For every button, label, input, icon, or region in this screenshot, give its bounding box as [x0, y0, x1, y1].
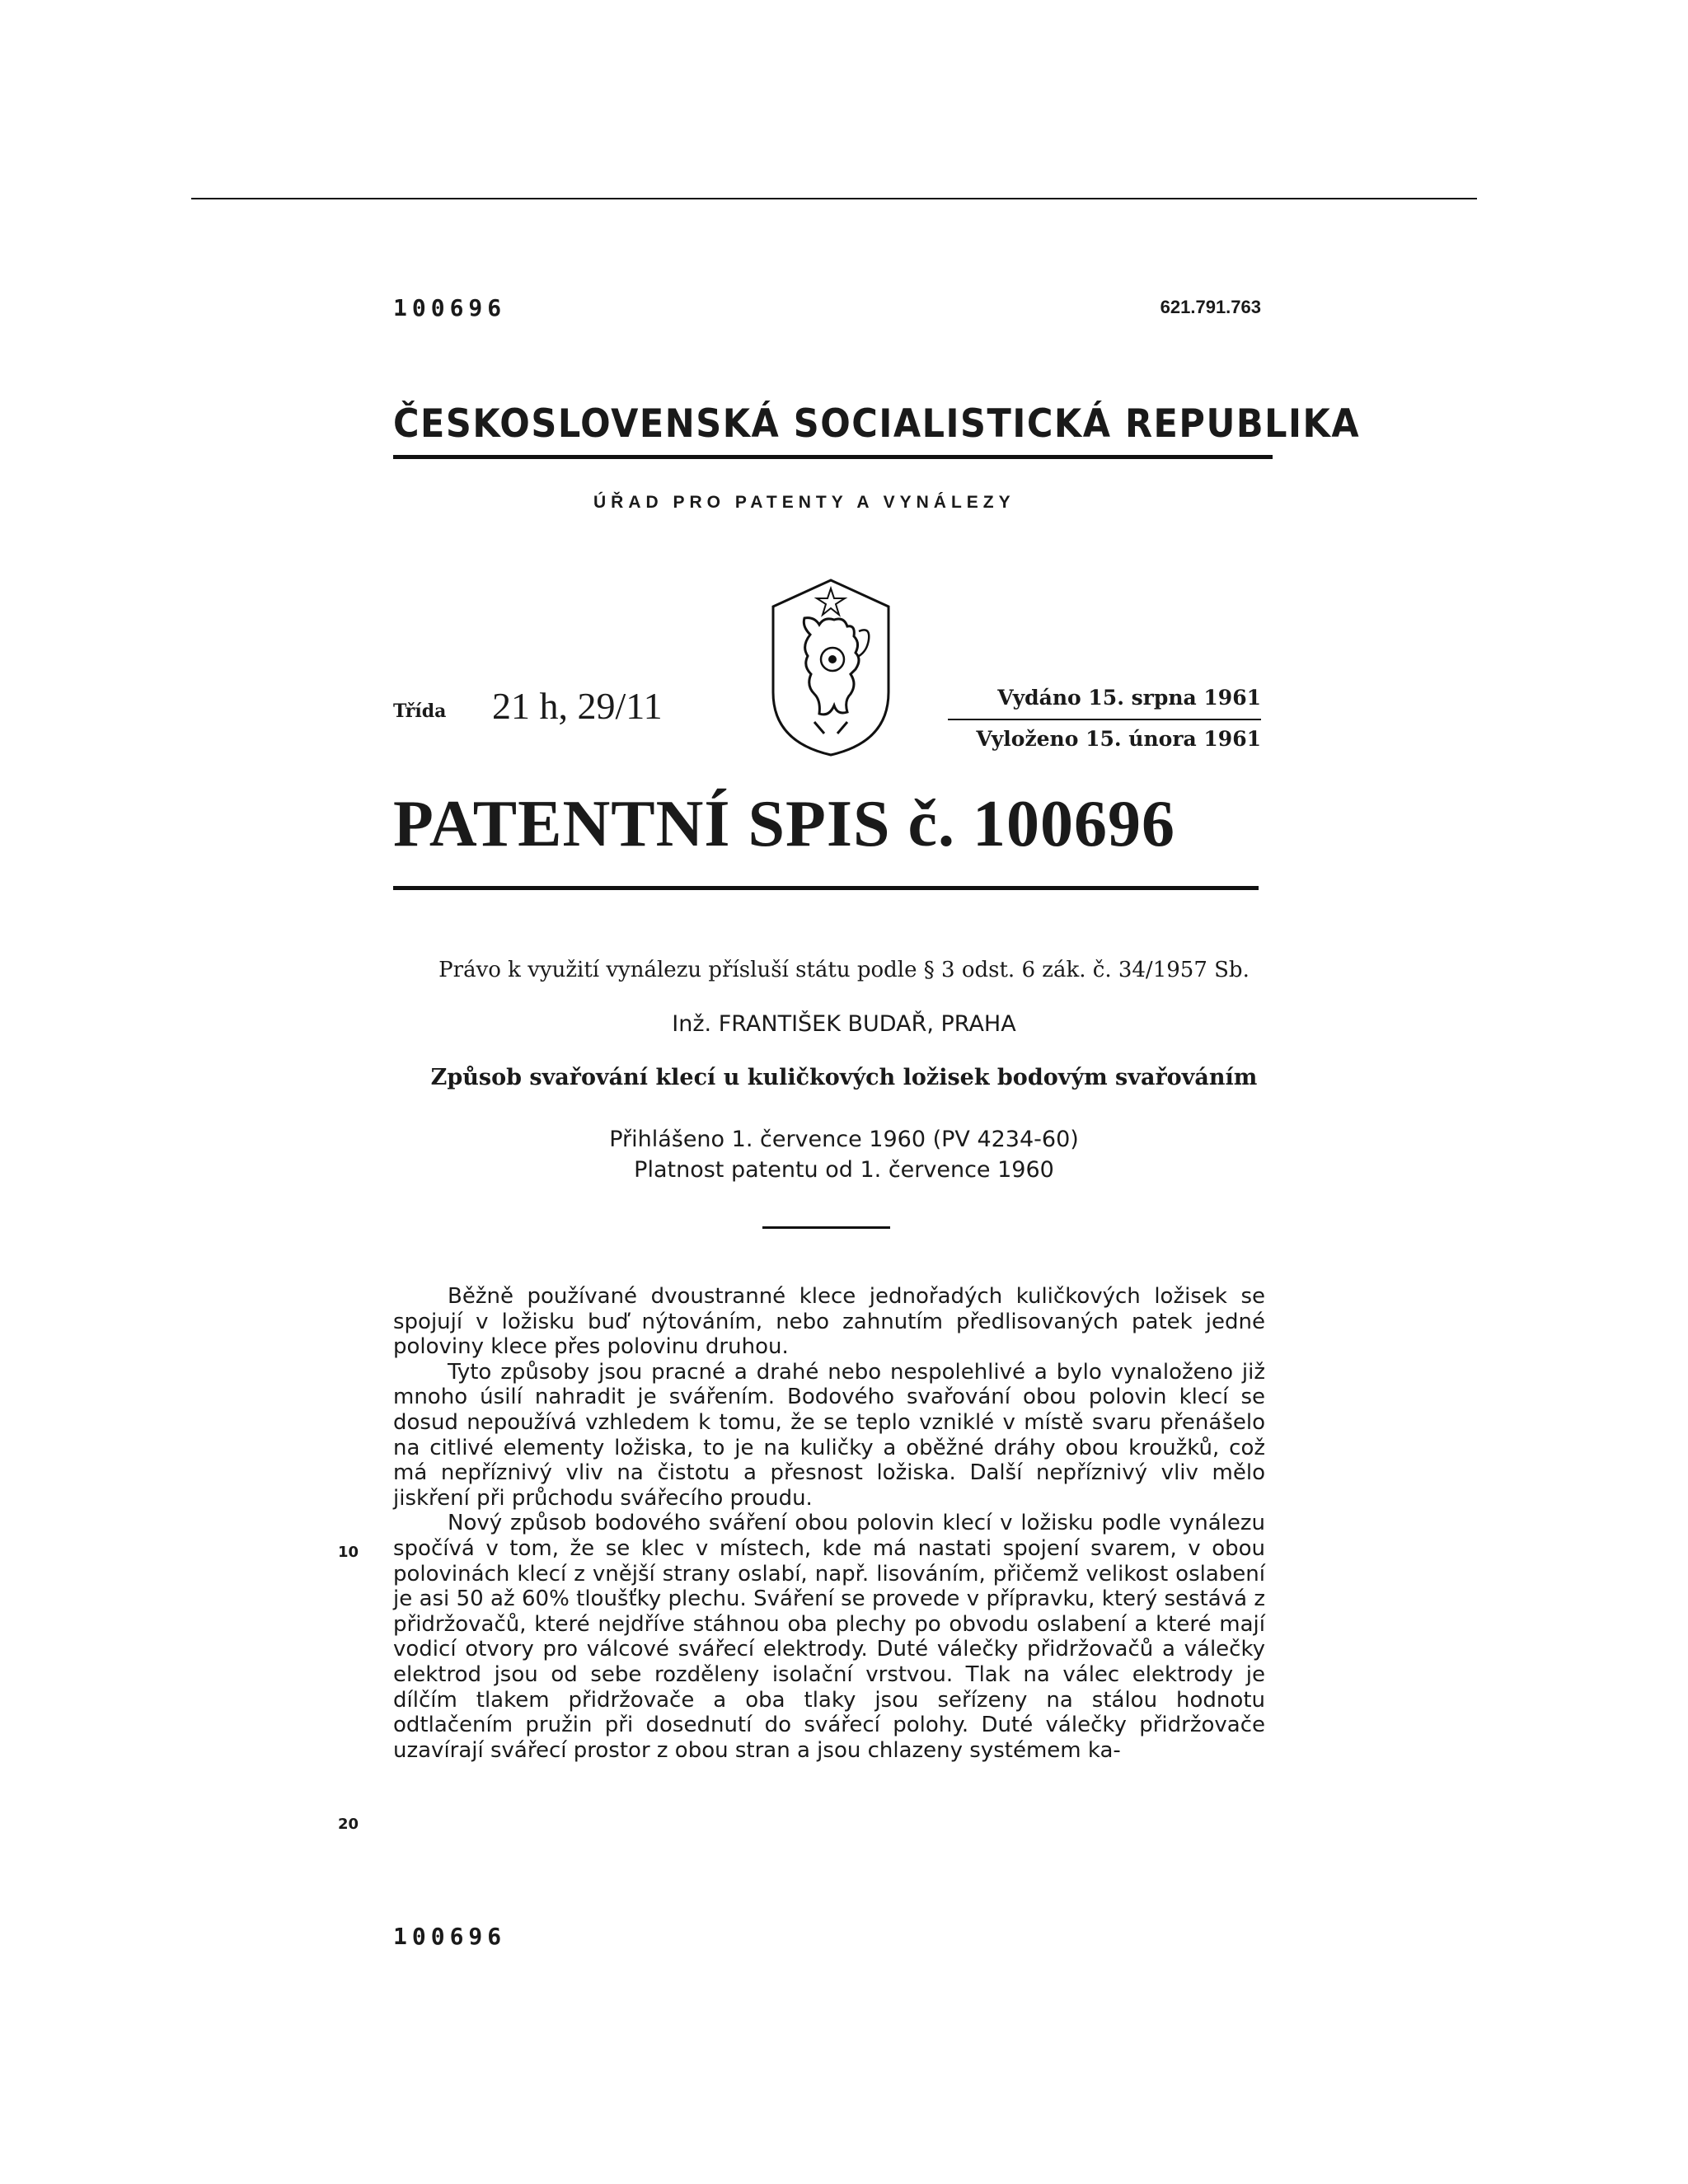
- validity-date: Platnost patentu od 1. července 1960: [634, 1157, 1054, 1183]
- line-number-20: 20: [338, 1816, 359, 1833]
- country-rule: [393, 455, 1273, 459]
- title-rule: [393, 886, 1259, 890]
- filing-date: Přihlášeno 1. července 1960 (PV 4234-60): [609, 1127, 1079, 1152]
- body-paragraph: Tyto způsoby jsou pracné a drahé nebo nespolehlivé a bylo vynaloženo již mnoho úsilí nahradit je svářením. Bodového svařování obou polovin klecí se dosud nepoužívá vzhledem k tomu, že se teplo vzniklé v místě svaru přenášelo na citlivé elementy ložiska, to je na kuličky a oběžné dráhy obou kroužků, což má nepříznivý vliv na čistotu a přesnost ložiska. Další nepříznivý vliv mělo jiskření při průchodu svářecího proudu.: [393, 1359, 1265, 1511]
- exposed-date: Vyloženo 15. února 1961: [976, 727, 1261, 751]
- patent-number-top: 100696: [393, 294, 507, 321]
- class-value: 21 h, 29/11: [492, 685, 663, 727]
- section-divider: [762, 1226, 890, 1229]
- rights-statement: Právo k využití vynálezu přísluší státu podle § 3 odst. 6 zák. č. 34/1957 Sb.: [438, 958, 1250, 982]
- patent-office: ÚŘAD PRO PATENTY A VYNÁLEZY: [593, 493, 1015, 512]
- udc-code: 621.791.763: [1160, 297, 1261, 317]
- top-rule: [191, 198, 1477, 199]
- invention-title: Způsob svařování klecí u kuličkových ložisek bodovým svařováním: [430, 1065, 1258, 1090]
- class-label: Třída: [393, 701, 447, 722]
- inventor-name: Inž. FRANTIŠEK BUDAŘ, PRAHA: [672, 1011, 1016, 1037]
- body-paragraph: Běžně používané dvoustranné klece jednořadých kuličkových ložisek se spojují v ložisku buď nýtováním, nebo zahnutím předlisovaných patek jedné poloviny klece přes polovinu druhou.: [393, 1284, 1265, 1360]
- issued-date: Vydáno 15. srpna 1961: [997, 686, 1261, 710]
- document-title: PATENTNÍ SPIS č. 100696: [393, 788, 1176, 860]
- body-paragraph: Nový způsob bodového sváření obou polovin klecí v ložisku podle vynálezu spočívá v tom, že se klec v místech, kde má nastati spojení svarem, v obou polovinách klecí z vnější strany oslabí, např. lisováním, přičemž velikost oslabení je asi 50 až 60% tloušťky plechu. Sváření se provede v přípravku, který sestává z přidržovačů, které nejdříve stáhnou oba plechy po obvodu oslabení a které mají vodicí otvory pro válcové svářecí elektrody. Duté válečky přidržovačů a válečky elektrod jsou od sebe rozděleny isolační vrstvou. Tlak na válec elektrody je dílčím tlakem přidržovače a oba tlaky jsou seřízeny na stálou hodnotu odtlačením pružin při dosednutí do svářecí polohy. Duté válečky přidržovače uzavírají svářecí prostor z obou stran a jsou chlazeny systémem ka-: [393, 1511, 1265, 1763]
- patent-number-bottom: 100696: [393, 1923, 507, 1950]
- body-text: [393, 1284, 1265, 1763]
- line-number-10: 10: [338, 1544, 359, 1561]
- dates-rule: [948, 719, 1261, 720]
- country-heading: ČESKOSLOVENSKÁ SOCIALISTICKÁ REPUBLIKA: [393, 401, 1361, 447]
- state-emblem-icon: [765, 577, 897, 758]
